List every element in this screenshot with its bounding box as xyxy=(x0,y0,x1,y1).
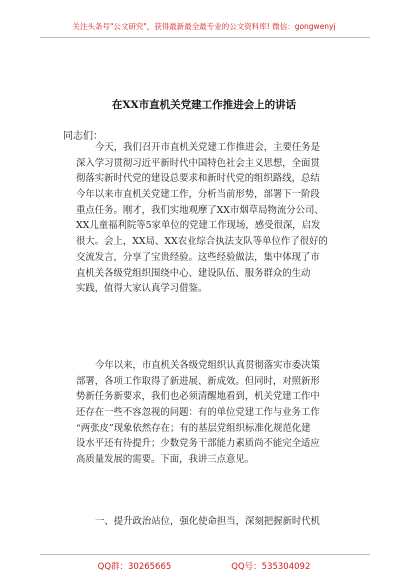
text-line: 很大。会上，XX局、XX农业综合执法支队等单位作了很好的 xyxy=(76,236,328,248)
text-line: “两张皮”现象依然存在；有的基层党组织标准化规范化建 xyxy=(76,422,311,434)
text-line: 今天，我们召开市直机关党建工作推进会，主要任务是 xyxy=(95,142,321,153)
text-line: 今年以来市直机关党建工作，分析当前形势，部署下一阶段 xyxy=(76,189,320,201)
paragraph-3 xyxy=(76,514,348,530)
text-line: 今年以来，市直机关各级党组织认真贯彻落实市委决策 xyxy=(95,360,321,371)
text-line: 势新任务新要求，我们也必须清醒地看到，机关党建工作中 xyxy=(76,391,320,403)
salutation: 同志们： xyxy=(63,131,103,142)
footer-qq-group: QQ群：30265665 xyxy=(97,562,172,572)
text-line: 深入学习贯彻习近平新时代中国特色社会主义思想，全面贯 xyxy=(76,157,320,169)
text-line: XX儿童福利院等5家单位的党建工作现场，感受很深，启发 xyxy=(76,220,321,232)
text-line: 实践，值得大家认真学习借鉴。 xyxy=(76,283,208,295)
paragraph-2 xyxy=(76,358,348,468)
paragraph-1 xyxy=(76,140,348,297)
text-line: 重点任务。刚才，我们实地观摩了XX市烟草局物流分公司、 xyxy=(76,204,324,216)
header-divider xyxy=(40,37,370,38)
text-line: 直机关各级党组织围绕中心、建设队伍、服务群众的生动 xyxy=(76,267,311,279)
text-line: 高质量发展的需要。下面，我讲三点意见。 xyxy=(76,454,255,466)
text-line: 还存在一些不容忽视的问题：有的单位党建工作与业务工作 xyxy=(76,407,320,419)
text-line: 彻落实新时代党的建设总要求和新时代党的组织路线，总结 xyxy=(76,173,320,185)
footer-qq-number: QQ号：535304092 xyxy=(231,562,311,572)
text-line: 交流发言，分享了宝贵经验。这些经验做法，集中体现了市 xyxy=(76,251,320,263)
header-note: 关注头条号"公文研究"，获得最新最全最专业的公文资料库! 微信：gongwenyj xyxy=(72,22,336,31)
footer-divider xyxy=(40,554,370,555)
document-title: 在XX市直机关党建工作推进会上的讲话 xyxy=(111,99,297,111)
section-heading: 一、提升政治站位，强化使命担当，深刻把握新时代机 xyxy=(95,516,321,527)
text-line: 部署，各项工作取得了新进展、新成效。但同时，对照新形 xyxy=(76,375,320,387)
text-line: 设水平还有待提升；少数党务干部能力素质尚不能完全适应 xyxy=(76,438,320,450)
footer xyxy=(0,560,408,572)
